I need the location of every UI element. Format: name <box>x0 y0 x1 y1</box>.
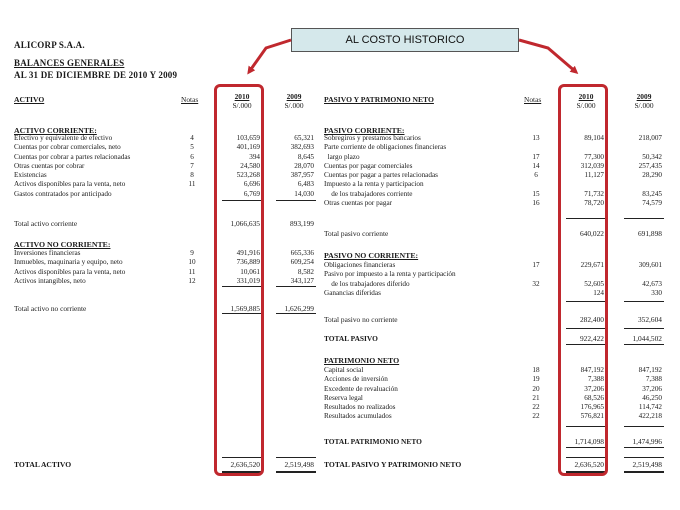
note-cell: 13 <box>532 134 540 142</box>
list-item: de los trabajadores diferido <box>324 279 410 288</box>
assets-heading: ACTIVO <box>14 95 45 104</box>
note-cell: 9 <box>190 249 194 257</box>
total-noncurrent-liabilities-2010: 282,400 <box>579 315 604 324</box>
list-item: Sobregiros y prestamos bancarios <box>324 134 421 142</box>
value-cell: 37,206 <box>642 384 662 393</box>
value-cell: 42,673 <box>642 279 662 288</box>
value-cell: 71,732 <box>584 189 604 198</box>
value-cell: 37,206 <box>584 384 604 393</box>
value-cell: 14,030 <box>294 189 314 198</box>
historic-cost-banner: AL COSTO HISTORICO <box>291 28 519 52</box>
value-cell: 218,007 <box>638 134 662 142</box>
note-cell: 14 <box>532 161 540 170</box>
note-cell: 17 <box>532 152 540 161</box>
list-item: Resultados no realizados <box>324 403 396 412</box>
note-cell: 7 <box>190 161 194 170</box>
list-item: Gastos contratados por anticipado <box>14 189 112 198</box>
note-cell: 16 <box>532 199 540 208</box>
value-cell: 387,957 <box>290 171 314 180</box>
list-item: Cuentas por cobrar comerciales, neto <box>14 143 121 152</box>
list-item: Activos disponibles para la venta, neto <box>14 180 126 189</box>
total-noncurrent-assets-2010: 1,569,885 <box>230 304 260 313</box>
total-noncurrent-liabilities-label: Total pasivo no corriente <box>324 315 398 324</box>
value-cell: 394 <box>249 152 260 161</box>
total-current-assets-2009: 893,199 <box>289 219 314 228</box>
value-cell: 7,388 <box>645 375 662 384</box>
list-item: Capital social <box>324 366 364 374</box>
right-year-2010: 2010 <box>578 92 594 101</box>
value-cell: 257,435 <box>638 161 662 170</box>
note-cell: 15 <box>532 189 540 198</box>
total-liabilities-equity-2010: 2,636,520 <box>574 460 604 469</box>
value-cell: 229,671 <box>580 261 604 269</box>
arrow-left <box>249 40 291 72</box>
equity-title: PATRIMONIO NETO <box>324 356 400 365</box>
list-item: Obligaciones financieras <box>324 261 396 269</box>
total-noncurrent-liabilities-2009: 352,604 <box>637 315 662 324</box>
note-cell: 18 <box>532 366 540 374</box>
total-equity-2009: 1,474,996 <box>632 437 662 446</box>
right-unit-2010: S/.000 <box>576 101 596 110</box>
left-notes-header: Notas <box>181 95 199 104</box>
note-cell: 12 <box>188 276 196 285</box>
value-cell: 665,336 <box>290 249 314 257</box>
value-cell: 330 <box>651 288 662 297</box>
value-cell: 74,579 <box>642 199 662 208</box>
total-liabilities-2009: 1,044,502 <box>632 334 662 343</box>
value-cell: 89,104 <box>584 134 604 142</box>
list-item: Pasivo por impuesto a la renta y participación <box>324 270 456 279</box>
value-cell: 736,889 <box>236 258 260 267</box>
value-cell: 6,483 <box>297 180 314 189</box>
total-noncurrent-assets-2009: 1,626,299 <box>284 304 314 313</box>
note-cell: 22 <box>532 412 540 421</box>
value-cell: 8,582 <box>297 267 314 276</box>
noncurrent-liabilities-title: PASIVO NO CORRIENTE: <box>324 251 419 260</box>
value-cell: 83,245 <box>642 189 662 198</box>
value-cell: 847,192 <box>580 366 604 374</box>
value-cell: 7,388 <box>587 375 604 384</box>
total-liabilities-equity-label: TOTAL PASIVO Y PATRIMONIO NETO <box>324 460 462 469</box>
note-cell: 21 <box>532 393 540 402</box>
right-unit-2009: S/.000 <box>634 101 654 110</box>
value-cell: 24,580 <box>240 161 260 170</box>
total-liabilities-label: TOTAL PASIVO <box>324 334 378 343</box>
list-item: Acciones de inversión <box>324 375 388 384</box>
total-current-liabilities-2010: 640,022 <box>579 229 604 238</box>
value-cell: 103,659 <box>236 134 260 142</box>
total-current-liabilities-2009: 691,898 <box>637 229 662 238</box>
value-cell: 309,601 <box>638 261 662 269</box>
list-item: Inmuebles, maquinaria y equipo, neto <box>14 258 123 267</box>
note-cell: 11 <box>188 267 196 276</box>
note-cell: 10 <box>188 258 196 267</box>
value-cell: 77,300 <box>584 152 604 161</box>
value-cell: 28,070 <box>294 161 314 170</box>
total-assets-2010: 2,636,520 <box>230 460 260 469</box>
left-unit-2010: S/.000 <box>232 101 252 110</box>
value-cell: 6,769 <box>243 189 260 198</box>
company-name: ALICORP S.A.A. <box>14 40 85 50</box>
value-cell: 331,019 <box>236 276 260 285</box>
value-cell: 382,693 <box>290 143 314 152</box>
value-cell: 65,321 <box>294 134 314 142</box>
list-item: Excedente de revaluación <box>324 384 398 393</box>
note-cell: 6 <box>534 171 538 180</box>
total-noncurrent-assets-label: Total activo no corriente <box>14 304 87 313</box>
list-item: largo plazo <box>324 152 360 161</box>
noncurrent-assets-title: ACTIVO NO CORRIENTE: <box>14 240 111 249</box>
value-cell: 114,742 <box>638 403 662 412</box>
list-item: Ganancias diferidas <box>324 288 381 297</box>
left-unit-2009: S/.000 <box>284 101 304 110</box>
right-year-2009: 2009 <box>636 92 652 101</box>
total-current-assets-2010: 1,066,635 <box>230 219 260 228</box>
value-cell: 50,342 <box>642 152 662 161</box>
value-cell: 11,127 <box>584 171 604 180</box>
value-cell: 78,720 <box>584 199 604 208</box>
note-cell: 11 <box>188 180 196 189</box>
value-cell: 52,605 <box>584 279 604 288</box>
list-item: de los trabajadores corriente <box>324 189 413 198</box>
value-cell: 46,250 <box>642 393 662 402</box>
total-assets-label: TOTAL ACTIVO <box>14 460 72 469</box>
report-title: BALANCES GENERALES <box>14 58 125 68</box>
list-item: Resultados acumulados <box>324 412 392 421</box>
list-item: Impuesto a la renta y participacion <box>324 180 424 189</box>
list-item: Otras cuentas por cobrar <box>14 161 85 170</box>
note-cell: 32 <box>532 279 540 288</box>
total-equity-label: TOTAL PATRIMONIO NETO <box>324 437 422 446</box>
value-cell: 523,268 <box>236 171 260 180</box>
list-item: Efectivo y equivalente de efectivo <box>14 134 113 142</box>
current-assets-title: ACTIVO CORRIENTE: <box>14 126 97 135</box>
value-cell: 491,916 <box>236 249 260 257</box>
total-equity-2010: 1,714,098 <box>574 437 604 446</box>
list-item: Activos intangibles, neto <box>14 276 86 285</box>
value-cell: 312,039 <box>580 161 604 170</box>
value-cell: 609,254 <box>290 258 314 267</box>
note-cell: 5 <box>190 143 194 152</box>
liabilities-equity-heading: PASIVO Y PATRIMONIO NETO <box>324 95 434 104</box>
current-liabilities-title: PASIVO CORRIENTE: <box>324 126 405 135</box>
note-cell: 8 <box>190 171 194 180</box>
note-cell: 6 <box>190 152 194 161</box>
value-cell: 422,218 <box>638 412 662 421</box>
note-cell: 4 <box>190 134 194 142</box>
value-cell: 28,290 <box>642 171 662 180</box>
list-item: Cuentas por pagar a partes relacionadas <box>324 171 438 180</box>
value-cell: 176,965 <box>580 403 604 412</box>
total-liabilities-equity-2009: 2,519,498 <box>632 460 662 469</box>
list-item: Activos disponibles para la venta, neto <box>14 267 126 276</box>
total-liabilities-2010: 922,422 <box>579 334 604 343</box>
value-cell: 8,645 <box>297 152 314 161</box>
total-assets-2009: 2,519,498 <box>284 460 314 469</box>
arrow-right <box>519 40 576 72</box>
total-current-liabilities-label: Total pasivo corriente <box>324 229 389 238</box>
right-notes-header: Notas <box>524 95 542 104</box>
list-item: Cuentas por cobrar a partes relacionadas <box>14 152 131 161</box>
left-year-2009: 2009 <box>286 92 302 101</box>
list-item: Otras cuentas por pagar <box>324 199 393 208</box>
total-current-assets-label: Total activo corriente <box>14 219 78 228</box>
note-cell: 19 <box>532 375 540 384</box>
value-cell: 401,169 <box>236 143 260 152</box>
note-cell: 17 <box>532 261 540 269</box>
value-cell: 343,127 <box>290 276 314 285</box>
note-cell: 20 <box>532 384 540 393</box>
list-item: Cuentas por pagar comerciales <box>324 161 413 170</box>
value-cell: 847,192 <box>638 366 662 374</box>
list-item: Reserva legal <box>324 393 363 402</box>
value-cell: 124 <box>593 288 604 297</box>
note-cell: 22 <box>532 403 540 412</box>
left-year-2010: 2010 <box>234 92 250 101</box>
value-cell: 68,526 <box>584 393 604 402</box>
value-cell: 10,061 <box>240 267 260 276</box>
value-cell: 576,821 <box>580 412 604 421</box>
list-item: Inversiones financieras <box>14 249 81 257</box>
list-item: Parte corriente de obligaciones financieras <box>324 143 447 152</box>
report-date: AL 31 DE DICIEMBRE DE 2010 Y 2009 <box>14 70 178 80</box>
value-cell: 6,696 <box>243 180 260 189</box>
list-item: Existencias <box>14 171 47 180</box>
